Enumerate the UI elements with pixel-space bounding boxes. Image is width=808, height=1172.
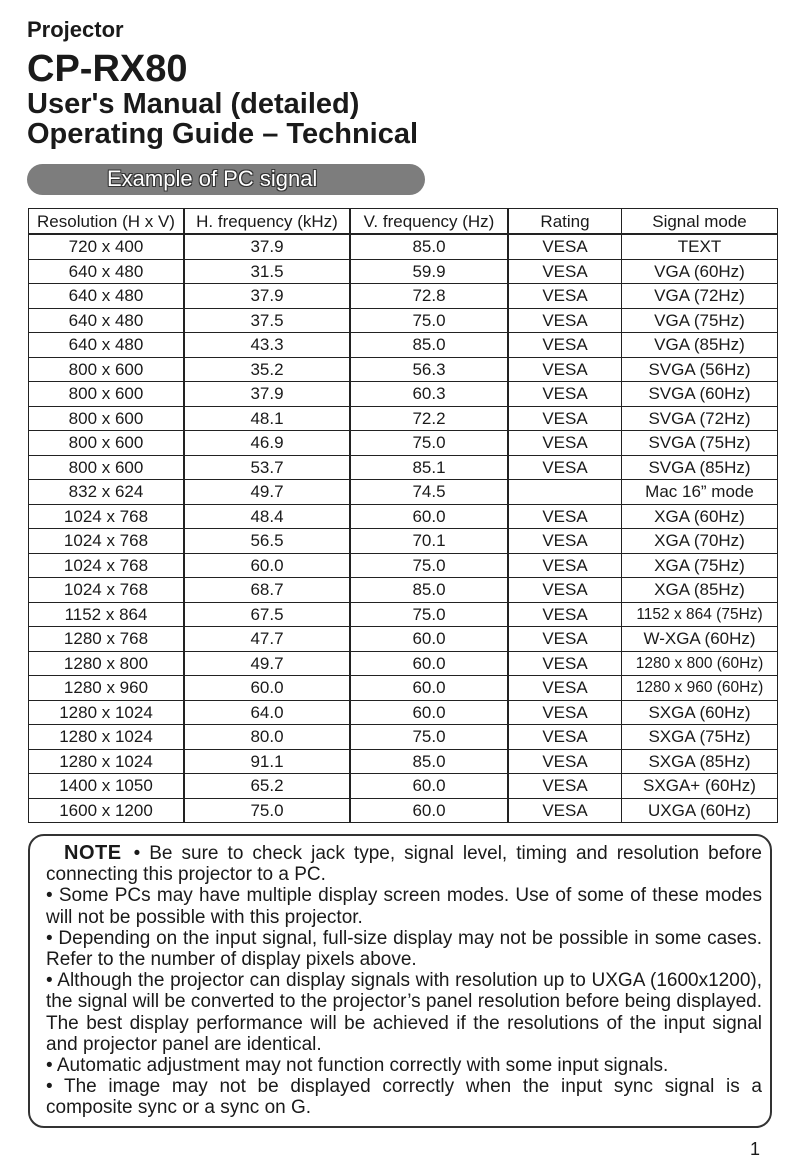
table-cell: UXGA (60Hz): [648, 800, 751, 820]
table-cell: VESA: [509, 652, 622, 677]
page-number: 1: [750, 1139, 761, 1159]
table-cell: VESA: [509, 774, 622, 799]
column-header: H. frequency (kHz): [185, 209, 351, 235]
table-cell: 46.9: [185, 431, 351, 456]
table-cell: VESA: [509, 456, 622, 481]
table-cell: VESA: [509, 799, 622, 823]
table-row: [29, 456, 777, 481]
table-row: [29, 284, 777, 309]
table-cell: VESA: [509, 309, 622, 334]
model-title: CP-RX80: [27, 48, 188, 90]
table-cell: 1152 x 864 (75Hz): [622, 603, 777, 628]
table-cell: XGA (60Hz): [622, 505, 777, 530]
table-row: [29, 774, 777, 799]
table-cell: VESA: [509, 431, 622, 456]
table-cell: 31.5: [185, 260, 351, 285]
table-cell: 85.1: [351, 456, 509, 481]
table-cell: 60.0: [351, 701, 509, 726]
note-item: • Automatic adjustment may not function correctly with some input signals.: [46, 1055, 669, 1077]
table-cell: 70.1: [351, 529, 509, 554]
table-cell: 53.7: [185, 456, 351, 481]
column-header: V. frequency (Hz): [351, 209, 509, 235]
table-cell: 1280 x 960: [29, 676, 185, 701]
table-row: [29, 505, 777, 530]
table-cell: 47.7: [185, 627, 351, 652]
table-cell: 72.2: [351, 407, 509, 432]
table-cell: 1400 x 1050: [29, 774, 185, 799]
table-cell: 49.7: [185, 480, 351, 505]
table-cell: 37.9: [185, 235, 351, 260]
table-cell: VGA (72Hz): [622, 284, 777, 309]
table-cell: VESA: [509, 382, 622, 407]
table-cell: 60.0: [351, 774, 509, 799]
table-row: [29, 750, 777, 775]
column-header: Signal mode: [622, 209, 777, 235]
table-cell: 1024 x 768: [29, 578, 185, 603]
table-cell: 1280 x 800 (60Hz): [622, 652, 777, 677]
table-cell: VESA: [509, 235, 622, 260]
section-banner: [27, 164, 425, 195]
table-cell: VESA: [509, 603, 622, 628]
note-item: • The image may not be displayed correctly when the input sync signal is a composite sync or a sync on G.: [46, 1076, 762, 1119]
table-row: [29, 725, 777, 750]
table-cell: 640 x 480: [29, 284, 185, 309]
table-row: [29, 529, 777, 554]
table-row: [29, 235, 777, 260]
table-cell: Mac 16” mode: [622, 480, 777, 505]
table-cell: 720 x 400: [29, 235, 185, 260]
table-cell: 1280 x 1024: [29, 701, 185, 726]
table-cell: 1280 x 960 (60Hz): [622, 676, 777, 701]
table-cell: 48.4: [185, 505, 351, 530]
table-cell: 75.0: [351, 603, 509, 628]
table-cell: SVGA (60Hz): [622, 382, 777, 407]
table-cell: 85.0: [351, 235, 509, 260]
table-row: [29, 799, 777, 823]
table-row: [29, 652, 777, 677]
table-cell: VESA: [509, 529, 622, 554]
table-row: [29, 480, 777, 505]
table-cell: 60.0: [185, 676, 351, 701]
table-cell: SVGA (85Hz): [622, 456, 777, 481]
table-cell: 1024 x 768: [29, 554, 185, 579]
table-cell: VESA: [509, 701, 622, 726]
table-cell: 91.1: [185, 750, 351, 775]
table-cell: 65.2: [185, 774, 351, 799]
table-row: [29, 554, 777, 579]
table-cell: SVGA (75Hz): [622, 431, 777, 456]
table-cell: 85.0: [351, 333, 509, 358]
table-cell: 74.5: [351, 480, 509, 505]
table-cell: XGA (75Hz): [622, 554, 777, 579]
table-cell: 1280 x 768: [29, 627, 185, 652]
column-header: Rating: [509, 209, 622, 235]
manual-title: User's Manual (detailed): [27, 88, 360, 120]
table-cell: SXGA (75Hz): [622, 725, 777, 750]
note-item: [46, 843, 762, 885]
table-cell: SXGA (85Hz): [622, 750, 777, 775]
table-cell: 800 x 600: [29, 431, 185, 456]
table-cell: 67.5: [185, 603, 351, 628]
table-cell: 60.0: [351, 676, 509, 701]
note-item-text: • Be sure to check jack type, signal level, timing and resolution before connecting this projector to a PC.: [46, 843, 762, 886]
note-item: • Although the projector can display signals with resolution up to UXGA (1600x1200), the signal will be converted to the projector’s panel resolution before being displayed. The best display performance will be achieved if the resolutions of the input signal and projector panel are identical.: [46, 970, 762, 1055]
note-text: [46, 843, 762, 1119]
table-cell: 85.0: [351, 750, 509, 775]
table-cell: 75.0: [351, 554, 509, 579]
table-cell: VESA: [509, 260, 622, 285]
table-cell: 75.0: [351, 309, 509, 334]
table-cell: W-XGA (60Hz): [622, 627, 777, 652]
table-cell: 37.5: [185, 309, 351, 334]
table-cell: VESA: [509, 750, 622, 775]
table-cell: SXGA+ (60Hz): [622, 774, 777, 799]
table-row: [29, 676, 777, 701]
table-cell: VESA: [509, 676, 622, 701]
table-cell: VESA: [509, 333, 622, 358]
table-cell: 1024 x 768: [29, 529, 185, 554]
table-cell: 75.0: [185, 799, 351, 823]
table-cell: 1280 x 1024: [29, 750, 185, 775]
table-cell: 1280 x 1024: [29, 725, 185, 750]
table-cell: VESA: [509, 505, 622, 530]
table-cell: VGA (75Hz): [622, 309, 777, 334]
table-row: [29, 603, 777, 628]
table-row: [29, 431, 777, 456]
table-cell: 48.1: [185, 407, 351, 432]
table-cell: VESA: [509, 627, 622, 652]
note-item: • Some PCs may have multiple display screen modes. Use of some of these modes will not be possible with this projector.: [46, 885, 762, 928]
table-cell: 800 x 600: [29, 382, 185, 407]
note-box: [28, 834, 772, 1128]
table-header-row: [29, 209, 777, 235]
table-cell: 80.0: [185, 725, 351, 750]
table-cell: XGA (70Hz): [622, 529, 777, 554]
table-row: [29, 578, 777, 603]
guide-title: Operating Guide – Technical: [27, 118, 419, 150]
table-cell: 60.0: [185, 554, 351, 579]
table-cell: 43.3: [185, 333, 351, 358]
table-row: [29, 358, 777, 383]
table-cell: 72.8: [351, 284, 509, 309]
table-cell: 59.9: [351, 260, 509, 285]
table-cell: 64.0: [185, 701, 351, 726]
note-label: NOTE: [64, 842, 122, 864]
table-cell: 85.0: [351, 578, 509, 603]
table-row: [29, 407, 777, 432]
signal-table: [28, 208, 778, 823]
table-cell: 60.0: [351, 505, 509, 530]
table-cell: 68.7: [185, 578, 351, 603]
table-cell: 60.3: [351, 382, 509, 407]
table-row: [29, 382, 777, 407]
table-cell: 640 x 480: [29, 309, 185, 334]
section-title: Example of PC signal: [107, 166, 318, 191]
table-cell: 60.0: [351, 627, 509, 652]
table-cell: VESA: [509, 578, 622, 603]
table-body: [29, 235, 777, 822]
table-cell: 56.3: [351, 358, 509, 383]
table-cell: 1152 x 864: [29, 603, 185, 628]
note-item: • Depending on the input signal, full-size display may not be possible in some cases. Refer to the number of display pixels above.: [46, 927, 762, 971]
table-cell: 60.0: [351, 799, 509, 823]
table-cell: 800 x 600: [29, 456, 185, 481]
table-cell: SXGA (60Hz): [622, 701, 777, 726]
table-cell: 800 x 600: [29, 358, 185, 383]
table-cell: 640 x 480: [29, 333, 185, 358]
table-cell: 832 x 624: [29, 480, 185, 505]
table-cell: XGA (85Hz): [622, 578, 777, 603]
table-cell: VGA (85Hz): [622, 333, 777, 358]
table-cell: 800 x 600: [29, 407, 185, 432]
table-cell: 35.2: [185, 358, 351, 383]
table-cell: [509, 480, 622, 505]
table-cell: 37.9: [185, 382, 351, 407]
table-cell: 1024 x 768: [29, 505, 185, 530]
table-cell: VGA (60Hz): [622, 260, 777, 285]
table-cell: 640 x 480: [29, 260, 185, 285]
table-cell: 37.9: [185, 284, 351, 309]
table-row: [29, 260, 777, 285]
table-cell: 1600 x 1200: [29, 799, 185, 823]
product-type: Projector: [27, 17, 124, 42]
table-cell: VESA: [509, 554, 622, 579]
table-cell: 75.0: [351, 431, 509, 456]
table-cell: 56.5: [185, 529, 351, 554]
table-cell: TEXT: [622, 235, 777, 260]
table-cell: 60.0: [351, 652, 509, 677]
table-cell: VESA: [509, 725, 622, 750]
table-cell: VESA: [509, 358, 622, 383]
table-cell: VESA: [509, 407, 622, 432]
table-row: [29, 701, 777, 726]
table-row: [29, 627, 777, 652]
table-cell: SVGA (72Hz): [622, 407, 777, 432]
table-cell: 49.7: [185, 652, 351, 677]
table-cell: VESA: [509, 284, 622, 309]
column-header: Resolution (H x V): [29, 209, 185, 235]
table-cell: 75.0: [351, 725, 509, 750]
table-row: [29, 333, 777, 358]
table-cell: SVGA (56Hz): [622, 358, 777, 383]
table-cell: 1280 x 800: [29, 652, 185, 677]
table-row: [29, 309, 777, 334]
